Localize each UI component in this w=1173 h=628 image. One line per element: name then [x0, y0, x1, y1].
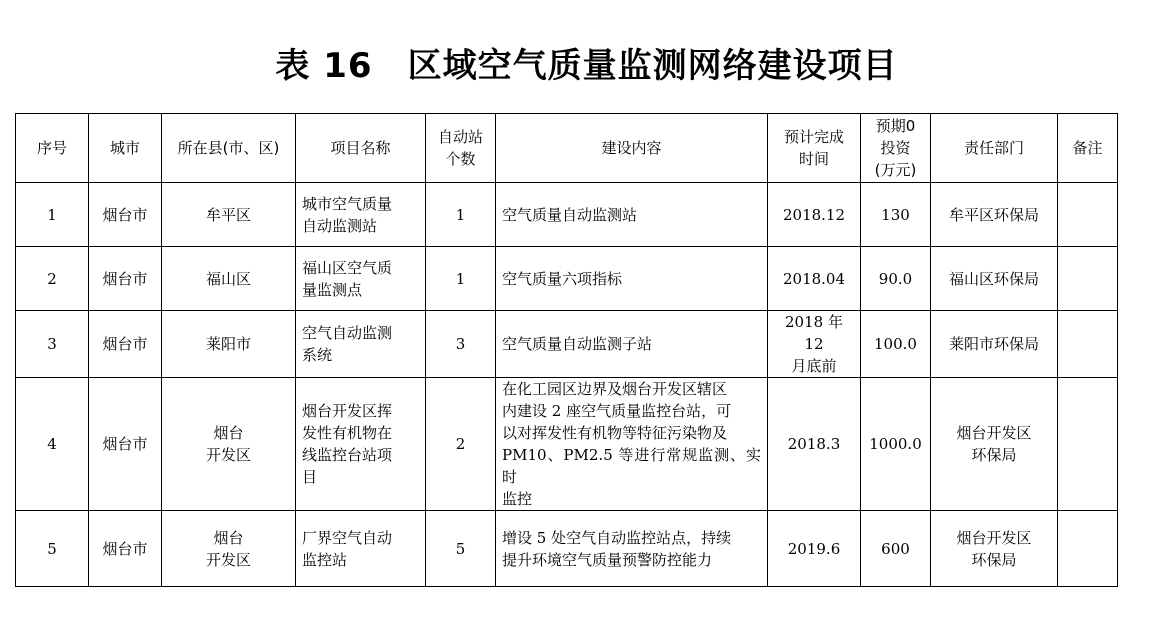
cell-project: 福山区空气质 量监测点: [302, 258, 393, 299]
cell-city: 烟台市: [89, 183, 162, 247]
cell-investment: 1000.0: [861, 378, 931, 511]
header-county: 所在县(市、区): [162, 114, 296, 183]
cell-county: 福山区: [162, 247, 296, 311]
cell-dept: 烟台开发区 环保局: [931, 511, 1058, 587]
cell-no: 4: [16, 378, 89, 511]
cell-content: 空气质量自动监测子站: [502, 335, 653, 353]
cell-project: 厂界空气自动 监控站: [302, 528, 393, 569]
cell-time: 2018 年 12 月底前: [768, 311, 861, 378]
table-row: [16, 378, 1118, 511]
cell-time: 2018.12: [768, 183, 861, 247]
page-title: 表 16 区域空气质量监测网络建设项目: [275, 46, 898, 86]
cell-stations: 3: [426, 311, 496, 378]
cell-dept: 莱阳市环保局: [931, 311, 1058, 378]
cell-city: 烟台市: [89, 311, 162, 378]
table-row: [16, 511, 1118, 587]
cell-no: 1: [16, 183, 89, 247]
project-table: [15, 113, 1118, 587]
cell-project: 空气自动监测 系统: [302, 324, 393, 364]
cell-investment: 600: [861, 511, 931, 587]
cell-investment: 130: [861, 183, 931, 247]
cell-time: 2018.3: [768, 378, 861, 511]
cell-city: 烟台市: [89, 511, 162, 587]
cell-no: 2: [16, 247, 89, 311]
cell-dept: 牟平区环保局: [931, 183, 1058, 247]
cell-time: 2019.6: [768, 511, 861, 587]
cell-note: [1058, 511, 1118, 587]
cell-content: 空气质量自动监测站: [502, 205, 638, 224]
header-stations: 自动站 个数: [426, 114, 496, 183]
cell-note: [1058, 311, 1118, 378]
header-content: 建设内容: [496, 114, 768, 183]
cell-project: 烟台开发区挥 发性有机物在 线监控台站项 目: [302, 402, 393, 486]
cell-dept: 福山区环保局: [931, 247, 1058, 311]
cell-content: 增设 5 处空气自动监控站点，持续 提升环境空气质量预警防控能力: [502, 528, 732, 569]
cell-county: 烟台 开发区: [162, 378, 296, 511]
cell-city: 烟台市: [89, 247, 162, 311]
table-row: [16, 183, 1118, 247]
cell-county: 烟台 开发区: [162, 511, 296, 587]
header-note: 备注: [1058, 114, 1118, 183]
cell-no: 3: [16, 311, 89, 378]
cell-county: 莱阳市: [162, 311, 296, 378]
cell-no: 5: [16, 511, 89, 587]
header-time: 预计完成 时间: [768, 114, 861, 183]
cell-content: 空气质量六项指标: [502, 269, 623, 288]
table-row: [16, 247, 1118, 311]
header-city: 城市: [89, 114, 162, 183]
cell-note: [1058, 378, 1118, 511]
table-row: [16, 311, 1118, 378]
cell-dept: 烟台开发区 环保局: [931, 378, 1058, 511]
cell-investment: 90.0: [861, 247, 931, 311]
header-dept: 责任部门: [931, 114, 1058, 183]
cell-stations: 2: [426, 378, 496, 511]
cell-stations: 1: [426, 183, 496, 247]
header-investment: 预期0 投资 (万元): [861, 114, 931, 183]
cell-project: 城市空气质量 自动监测站: [302, 194, 393, 235]
cell-time: 2018.04: [768, 247, 861, 311]
header-project: 项目名称: [296, 114, 426, 183]
cell-city: 烟台市: [89, 378, 162, 511]
cell-stations: 5: [426, 511, 496, 587]
table-header-row: [16, 114, 1118, 183]
cell-investment: 100.0: [861, 311, 931, 378]
cell-stations: 1: [426, 247, 496, 311]
header-no: 序号: [16, 114, 89, 183]
cell-note: [1058, 183, 1118, 247]
cell-note: [1058, 247, 1118, 311]
cell-content: 在化工园区边界及烟台开发区辖区 内建设 2 座空气质量监控台站，可 以对挥发性有机物等特征污染物及 PM10、PM2.5 等进行常规监测、实时 监控: [502, 380, 761, 508]
cell-county: 牟平区: [162, 183, 296, 247]
